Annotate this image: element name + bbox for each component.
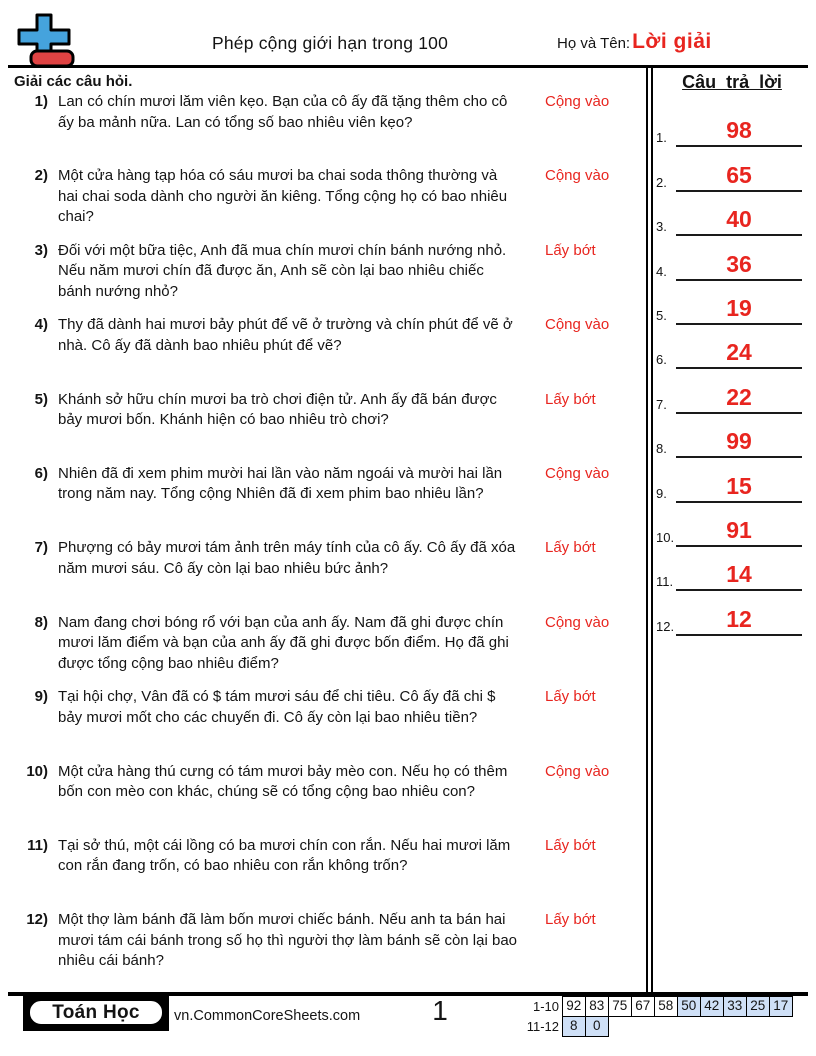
operation-tag: Cộng vào: [545, 93, 610, 110]
answer-number: 12.: [656, 618, 675, 634]
answer-row: [652, 461, 810, 505]
answer-number: 6.: [656, 352, 667, 368]
score-row-label: 1-10: [532, 999, 559, 1014]
answer-blank-line: [676, 279, 802, 281]
answer-row: [652, 150, 810, 194]
question-row: [14, 92, 646, 166]
question-row: [14, 166, 646, 240]
question-row: [14, 390, 646, 464]
answer-value: 24: [726, 339, 752, 366]
score-cell: 58: [654, 996, 679, 1017]
question-row: [14, 687, 646, 761]
answer-blank-line: [676, 589, 802, 591]
score-row-label: 11-12: [526, 1018, 559, 1034]
question-number: 10): [26, 762, 48, 780]
question-text: Tại sở thú, một cái lồng có ba mươi chín con rắn. Nếu hai mươi lăm con rắn đang trốn, có bao nhiêu con rắn không trốn?: [58, 836, 511, 875]
question-row: [14, 613, 646, 687]
operation-tag: Cộng vào: [545, 316, 610, 334]
question-row: [14, 538, 646, 612]
score-row: [519, 1016, 793, 1037]
question-number: 2): [34, 167, 48, 185]
question-text: Đối với một bữa tiệc, Anh đã mua chín mươi chín bánh nướng nhỏ. Nếu năm mươi chín đã được ăn, Anh sẽ còn lại bao nhiêu chiếc bánh nướng nhỏ?: [58, 241, 507, 300]
answer-number: 11.: [656, 574, 674, 590]
answer-blank-line: [676, 545, 802, 547]
operation-tag: Cộng vào: [545, 762, 610, 780]
answer-number: 2.: [656, 174, 667, 190]
question-text: Một cửa hàng thú cưng có tám mươi bảy mèo con. Nếu họ có thêm bốn con mèo con khác, chúng sẽ có tổng cộng bao nhiêu con?: [58, 762, 508, 801]
question-number: 4): [34, 316, 48, 334]
answer-blank-line: [676, 456, 802, 458]
operation-tag: Cộng vào: [545, 167, 610, 185]
score-cell: 50: [677, 996, 702, 1017]
score-cell: 92: [562, 996, 587, 1017]
question-text: Nam đang chơi bóng rổ với bạn của anh ấy. Nam đã ghi được chín mươi lăm điểm và bạn của anh ấy đã ghi được bốn điểm. Họ đã ghi được tổng cộng bao nhiêu điểm?: [58, 613, 509, 672]
question-row: [14, 762, 646, 836]
question-number: 7): [34, 539, 48, 557]
answer-row: [652, 106, 810, 150]
answer-row: [652, 195, 810, 239]
site-url: vn.CommonCoreSheets.com: [174, 1008, 361, 1024]
score-table: [519, 996, 793, 1037]
name-label: Họ và Tên:: [557, 35, 631, 52]
question-row: [14, 910, 646, 984]
question-row: [14, 464, 646, 538]
question-row: [14, 241, 646, 315]
answer-value: 99: [726, 428, 752, 455]
score-cell: 83: [585, 996, 610, 1017]
answer-number: 3.: [656, 219, 667, 235]
question-text: Lan có chín mươi lăm viên kẹo. Bạn của cô ấy đã tặng thêm cho cô ấy ba mảnh nữa. Lan có tổng số bao nhiêu viên kẹo?: [58, 93, 508, 131]
question-row: [14, 315, 646, 389]
answer-blank-line: [676, 367, 802, 369]
question-text: Nhiên đã đi xem phim mười hai lần vào năm ngoái và mười hai lần trong năm nay. Tổng cộng Nhiên đã đi xem phim bao nhiêu lần?: [58, 464, 503, 503]
answer-blank-line: [676, 234, 802, 236]
answer-value: 36: [726, 250, 752, 277]
question-number: 6): [34, 464, 48, 482]
answer-value: 12: [726, 605, 752, 632]
answer-row: [652, 284, 810, 328]
question-number: 11): [27, 836, 48, 854]
score-cell: 75: [608, 996, 633, 1017]
operation-tag: Lấy bớt: [545, 688, 596, 706]
answer-row: [652, 550, 810, 594]
subject-badge-block: [23, 995, 169, 1031]
subject-badge: Toán Học: [27, 998, 165, 1027]
answer-value: 65: [726, 161, 752, 188]
operation-tag: Lấy bớt: [545, 390, 596, 408]
questions-list: [14, 92, 646, 985]
answer-blank-line: [676, 323, 802, 325]
answer-number: 8.: [656, 441, 667, 457]
question-number: 9): [34, 688, 48, 706]
answer-row: [652, 417, 810, 461]
answer-number: 5.: [656, 307, 667, 323]
answers-list: [652, 106, 810, 639]
answer-number: 1.: [656, 130, 667, 146]
answer-number: 4.: [656, 263, 667, 279]
answer-row: [652, 594, 810, 638]
operation-tag: Cộng vào: [545, 613, 610, 631]
answer-row: [652, 239, 810, 283]
question-number: 8): [34, 613, 48, 631]
question-text: Thy đã dành hai mươi bảy phút để vẽ ở trường và chín phút để vẽ ở nhà. Cô ấy đã dành bao nhiêu phút để vẽ?: [58, 316, 513, 354]
answer-value: 91: [726, 516, 752, 543]
question-text: Một thợ làm bánh đã làm bốn mươi chiếc bánh. Nếu anh ta bán hai mươi tám cái bánh trong số họ thì người thợ làm bánh sẽ còn lại bao nhiêu cái bánh?: [58, 911, 518, 970]
answer-value: 98: [726, 117, 752, 144]
score-cell: 0: [585, 1016, 610, 1037]
question-text: Tại hội chợ, Vân đã có $ tám mươi sáu để chi tiêu. Cô ấy đã chi $ bảy mươi mốt cho các chuyến đi. Cô ấy còn lại bao nhiêu tiền?: [58, 688, 496, 726]
operation-tag: Cộng vào: [545, 464, 610, 482]
operation-tag: Lấy bớt: [545, 539, 596, 557]
name-field: [557, 30, 712, 54]
answer-blank-line: [676, 190, 802, 192]
score-cell: 67: [631, 996, 656, 1017]
answer-blank-line: [676, 634, 802, 636]
answer-value: 14: [726, 561, 752, 588]
answer-value: 22: [726, 383, 752, 410]
answer-number: 10.: [656, 529, 675, 545]
operation-tag: Lấy bớt: [545, 836, 596, 854]
question-row: [14, 836, 646, 910]
answer-number: 9.: [656, 485, 667, 501]
page-number: 1: [432, 995, 448, 1026]
score-cell: 33: [723, 996, 748, 1017]
score-cell: 25: [746, 996, 771, 1017]
answer-row: [652, 328, 810, 372]
answer-key-label: Lời giải: [632, 30, 712, 53]
answers-title: Câu trả lời: [682, 72, 782, 92]
instruction-text: Giải các câu hỏi.: [14, 73, 133, 90]
answer-number: 7.: [656, 396, 667, 412]
answer-value: 40: [726, 206, 752, 233]
question-text: Một cửa hàng tạp hóa có sáu mươi ba chai soda thông thường và hai chai soda dành cho người ăn kiêng. Tổng cộng họ có bao nhiêu chai?: [58, 167, 508, 226]
answer-row: [652, 372, 810, 416]
question-number: 5): [34, 390, 48, 408]
answer-blank-line: [676, 501, 802, 503]
score-cell: 42: [700, 996, 725, 1017]
question-number: 12): [26, 911, 48, 929]
question-number: 1): [34, 93, 48, 110]
answer-blank-line: [676, 145, 802, 147]
question-text: Khánh sở hữu chín mươi ba trò chơi điện tử. Anh ấy đã bán được bảy mươi bốn. Khánh hiện có bao nhiêu trò chơi?: [58, 390, 497, 429]
answer-blank-line: [676, 412, 802, 414]
question-number: 3): [34, 241, 48, 259]
answer-value: 19: [726, 294, 752, 321]
score-cell: 17: [769, 996, 794, 1017]
question-text: Phượng có bảy mươi tám ảnh trên máy tính của cô ấy. Cô ấy đã xóa năm mươi sáu. Cô ấy còn lại bao nhiêu bức ảnh?: [58, 539, 516, 577]
score-cell: 8: [562, 1016, 587, 1037]
plus-minus-logo-icon: [15, 12, 77, 70]
header-divider: [8, 65, 808, 68]
page-title: Phép cộng giới hạn trong 100: [212, 33, 448, 53]
operation-tag: Lấy bớt: [545, 241, 596, 259]
answer-value: 15: [726, 472, 752, 499]
answer-row: [652, 506, 810, 550]
operation-tag: Lấy bớt: [545, 911, 596, 929]
score-row: [519, 996, 793, 1017]
